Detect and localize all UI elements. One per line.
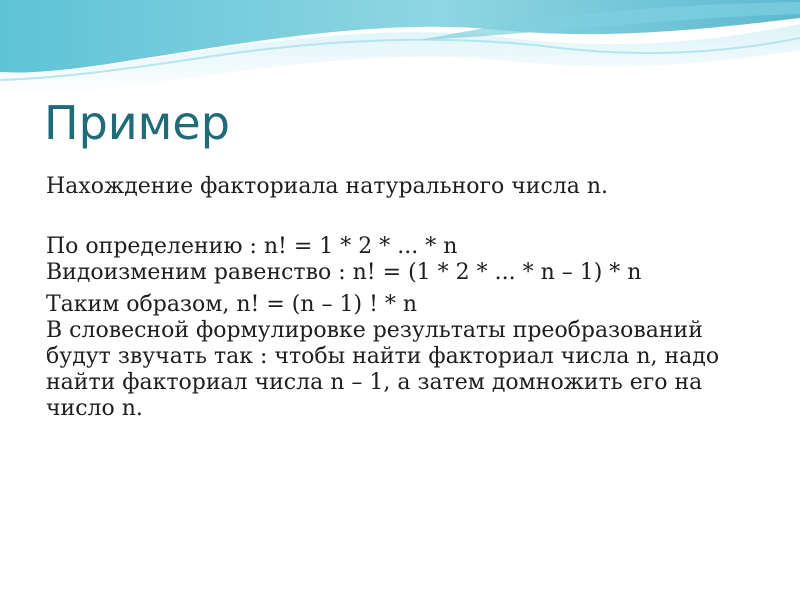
slide-body xyxy=(46,174,746,422)
transformed-equality-line: Видоизменим равенство : n! = (1 * 2 * ... * n – 1) * n xyxy=(46,260,642,285)
verbal-formulation-paragraph: В словесной формулировке результаты преобразований будут звучать так : чтобы найти факториал числа n, надо найти факториал числа n – 1, а затем домножить его на число n. xyxy=(46,318,720,421)
intro-line: Нахождение факториала натурального числа n. xyxy=(46,174,609,199)
definition-line: По определению : n! = 1 * 2 * ... * n xyxy=(46,234,458,259)
slide-title: Пример xyxy=(44,96,230,150)
conclusion-line: Таким образом, n! = (n – 1) ! * n xyxy=(46,292,418,317)
decorative-wave-header xyxy=(0,0,800,110)
